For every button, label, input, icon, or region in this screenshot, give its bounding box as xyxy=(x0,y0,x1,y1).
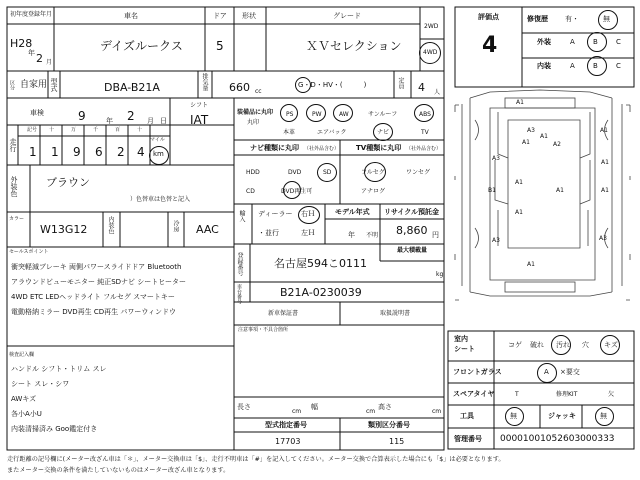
equipment-circle xyxy=(280,104,298,122)
inspector-note-item: 内装清掃済み Goo鑑定付き xyxy=(11,425,98,433)
damage-mark: A3 xyxy=(527,127,535,134)
color-note: ）色替車は色替と記入 xyxy=(130,196,191,203)
nav-item: HDD xyxy=(246,169,260,176)
selling-points-label: セールスポイント xyxy=(9,249,49,255)
width-cm: cm xyxy=(366,408,376,415)
height-label: 高さ xyxy=(378,403,392,411)
equipment-circle xyxy=(414,104,434,122)
digit-unit-label: 百 xyxy=(115,127,121,133)
dealer-label: ディーラー xyxy=(258,210,293,218)
width-label: 幅 xyxy=(311,403,318,411)
damage-mark: B1 xyxy=(488,187,496,194)
cooler-value: AAC xyxy=(196,223,219,236)
equipment-item: PW xyxy=(312,111,322,118)
capacity-value: 4 xyxy=(418,81,425,94)
tools-none: 無 xyxy=(510,412,517,420)
type-no-label: 型式指定番号 xyxy=(265,421,307,429)
tools-none-circle xyxy=(505,407,524,426)
damage-mark: A1 xyxy=(515,179,523,186)
height-cm: cm xyxy=(432,408,442,415)
tv-item: ワンセグ xyxy=(406,169,431,176)
mileage-digit: 6 xyxy=(95,145,103,159)
parallel-label: ・並行 xyxy=(258,229,279,237)
nav-sd-circle xyxy=(317,163,337,182)
tv-item: アナログ xyxy=(361,188,386,195)
equipment-circle xyxy=(373,123,393,141)
nav-sub: （社外品含む） xyxy=(304,146,340,152)
mile-label: マイル xyxy=(150,137,165,143)
seat-item: コゲ xyxy=(508,341,522,349)
seat-label: 室内 xyxy=(454,335,468,343)
damage-mark: A3 xyxy=(492,155,500,162)
equipment-title-end: 丸印 xyxy=(247,119,260,126)
footer-line-1: 走行距離の記号欄に(メーター改ざん車は「＊」、メーター交換車は「$」、走行不明車は「#」を記入してください。メーター交換で合算表示した場合にも「$」は必要となります。 xyxy=(7,456,505,463)
cc-value: 660 xyxy=(229,81,250,94)
tools-label: 工具 xyxy=(460,412,474,420)
damage-mark: A1 xyxy=(601,159,609,166)
equipment-item: エアバック xyxy=(317,129,347,136)
selling-point-item: 衝突軽減ブレーキ 両側パワースライドドア Bluetooth xyxy=(11,263,182,271)
new-warranty-label: 新車保証書 xyxy=(268,310,299,317)
inspector-note-item: シート スレ・シワ xyxy=(11,380,70,388)
chassis-value: B21A-0230039 xyxy=(280,286,362,299)
repair-has: 有・ xyxy=(565,15,579,23)
mileage-label: 走行 xyxy=(9,138,17,152)
windshield-x: ×要交 xyxy=(560,368,580,376)
equipment-item: TV xyxy=(421,129,429,136)
equipment-circle xyxy=(333,104,353,122)
equipment-item: ABS xyxy=(419,111,431,118)
length-cm: cm xyxy=(292,408,302,415)
door-label: ドア xyxy=(213,12,227,20)
mileage-digit: 4 xyxy=(137,145,145,159)
inspection-month-unit: 月 xyxy=(147,117,154,125)
tv-fullseg-circle xyxy=(364,162,386,182)
unknown-label: 不明 xyxy=(366,232,379,239)
equipment-item: PS xyxy=(286,111,294,118)
digit-unit-label: 記号 xyxy=(27,127,38,133)
cc-unit: cc xyxy=(255,88,262,95)
repair-none-circle xyxy=(598,10,618,30)
damage-mark: A1 xyxy=(601,187,609,194)
car-name-label: 車名 xyxy=(124,12,138,20)
grade-label: グレード xyxy=(333,12,361,20)
seat-label-2: シート xyxy=(454,345,475,353)
nav-item: DVD xyxy=(288,169,302,176)
reg-era: H28 xyxy=(10,37,33,50)
tv-item: フルセグ xyxy=(361,169,385,176)
recycle-label: リサイクル預託金 xyxy=(384,208,440,216)
score-label: 評価点 xyxy=(478,13,499,21)
max-load-label: 最大積載量 xyxy=(397,247,428,254)
damage-mark: A1 xyxy=(522,139,530,146)
grade-value: ＸＶセレクション xyxy=(306,39,402,53)
right-hand-circle xyxy=(298,206,320,224)
mileage-digit: 2 xyxy=(117,145,125,159)
nav-item: DVD再生可 xyxy=(281,188,313,195)
tv-sub: （社外品含む） xyxy=(406,146,442,152)
equipment-item: 本革 xyxy=(283,129,296,136)
type-no-value: 17703 xyxy=(275,437,301,446)
damage-mark: A1 xyxy=(556,187,564,194)
seat-item: 破れ xyxy=(530,341,544,349)
damage-mark: A3 xyxy=(599,235,607,242)
digit-unit-label: 十 xyxy=(49,127,55,133)
model-year-unit: 年 xyxy=(348,231,355,239)
mgmt-no-value: 00001001052603000333 xyxy=(500,434,615,444)
inspection-day-unit: 日 xyxy=(160,117,167,125)
windshield-label: フロントガラス xyxy=(453,368,502,376)
damage-mark: A1 xyxy=(600,127,608,134)
capacity-unit: 人 xyxy=(434,89,441,96)
exterior-color-value: ブラウン xyxy=(46,176,90,189)
inspection-year-unit: 年 xyxy=(106,117,113,125)
own-biz-label: 自家用 xyxy=(20,80,48,90)
ext-grade-b-circle xyxy=(587,32,607,52)
int-grade-a: A xyxy=(570,62,575,70)
left-hand-label: 左Ｈ xyxy=(301,229,315,237)
door-value: 5 xyxy=(216,39,224,53)
cooler-label: 冷房 xyxy=(172,220,179,232)
length-label: 長さ xyxy=(237,403,251,411)
fourwd-label: 4WD xyxy=(423,49,438,56)
class-no-label: 類別区分番号 xyxy=(368,421,410,429)
plate-value: 名古屋594こ0111 xyxy=(274,257,367,270)
displacement-label: 排気量 xyxy=(201,73,208,91)
int-grade-b: B xyxy=(593,62,598,70)
exterior-grade-label: 外装 xyxy=(537,38,551,46)
seat-item: 穴 xyxy=(582,341,589,349)
spare-item: 修理KIT xyxy=(556,391,578,398)
spare-item: T xyxy=(515,391,519,398)
nav-item: CD xyxy=(246,188,255,195)
damage-mark: A1 xyxy=(516,99,524,106)
ext-grade-a: A xyxy=(570,38,575,46)
seat-dirt-circle xyxy=(551,335,571,355)
digit-unit-label: 万 xyxy=(71,127,77,133)
nav-dvd-circle xyxy=(283,181,301,199)
mileage-digit: 1 xyxy=(29,145,37,159)
plate-kind-mark: 区分 xyxy=(9,80,15,90)
nav-item: SD xyxy=(323,169,332,176)
digit-unit-label: 千 xyxy=(93,127,99,133)
color-code-label: カラー xyxy=(9,216,25,222)
reg-month-unit: 月 xyxy=(46,59,53,66)
yen-label: 円 xyxy=(432,231,439,239)
equipment-item: AW xyxy=(339,111,349,118)
exterior-color-label: 外装色 xyxy=(10,176,18,197)
mileage-digit: 1 xyxy=(51,145,59,159)
import-label: 輸入 xyxy=(238,210,245,222)
fuel-options: G・D・HV・( ) xyxy=(298,81,367,89)
ext-grade-b: B xyxy=(593,38,598,46)
interior-label: 内装色 xyxy=(107,216,114,234)
damage-mark: A1 xyxy=(527,261,535,268)
equipment-title: 装備品に丸印 xyxy=(237,109,274,116)
shift-label: シフト xyxy=(190,102,209,109)
reg-year-unit: 年 xyxy=(28,49,35,57)
kg-label: kg xyxy=(436,271,444,278)
inspector-note-item: ハンドル シフト・トリム スレ xyxy=(11,365,107,373)
spare-item: 欠 xyxy=(608,391,615,398)
selling-point-item: 4WD ETC LEDヘッドライト フルセグ スマートキー xyxy=(11,293,175,301)
jack-none-circle xyxy=(595,407,614,426)
ext-grade-c: C xyxy=(616,38,621,46)
inspector-note-item: 各小A小U xyxy=(11,410,42,418)
seat-scratch-circle xyxy=(600,335,620,355)
damage-mark: A2 xyxy=(553,141,561,148)
recycle-value: 8,860 xyxy=(396,224,428,237)
nav-title: ナビ種類に丸印 xyxy=(250,144,299,152)
reg-month: 2 xyxy=(36,52,43,65)
inspection-month: 2 xyxy=(127,109,135,123)
jack-none: 無 xyxy=(600,412,607,420)
seat-item: 汚れ xyxy=(556,341,570,349)
windshield-a-circle xyxy=(537,363,557,383)
notes-title: 注意事項・不具合箇所 xyxy=(238,327,289,333)
km-circle xyxy=(149,146,169,165)
digit-unit-label: 十 xyxy=(137,127,143,133)
int-grade-c: C xyxy=(616,62,621,70)
damage-mark: A1 xyxy=(540,133,548,140)
repair-none: 無 xyxy=(603,15,610,23)
interior-grade-label: 内装 xyxy=(537,62,551,70)
car-diagram xyxy=(455,90,630,300)
inspection-label: 車検 xyxy=(30,109,44,117)
body-style-label: 形状 xyxy=(242,12,256,20)
manual-label: 取扱説明書 xyxy=(380,310,411,317)
km-label: km xyxy=(153,150,164,158)
chassis-label: 車台番号 xyxy=(236,284,242,304)
inspector-notes-label: 検査記入欄 xyxy=(9,352,35,358)
shift-value: IAT xyxy=(190,113,209,127)
capacity-label: 定員 xyxy=(397,77,404,89)
spare-tire-label: スペアタイヤ xyxy=(453,390,495,398)
damage-mark: A3 xyxy=(492,237,500,244)
first-reg-label: 初年度登録年月 xyxy=(10,11,53,18)
model-value: DBA-B21A xyxy=(104,81,160,94)
seat-item: キズ xyxy=(604,341,618,349)
equipment-item: サンルーフ xyxy=(368,111,398,118)
windshield-a: A xyxy=(544,368,549,376)
car-name-value: デイズルークス xyxy=(100,39,183,53)
plate-label: 登録番号 xyxy=(236,252,243,276)
fuel-g-circle xyxy=(295,77,311,93)
class-no-value: 115 xyxy=(389,437,405,446)
tv-title: TV種類に丸印 xyxy=(356,144,402,152)
mileage-digit: 9 xyxy=(73,145,81,159)
jack-label: ジャッキ xyxy=(548,412,576,420)
twowd-label: 2WD xyxy=(424,23,439,30)
footer-line-2: またメーター交換の条件を満たしていないものはメーター改ざん車となります。 xyxy=(7,467,230,474)
mgmt-no-label: 管理番号 xyxy=(454,435,482,443)
color-code-value: W13G12 xyxy=(40,223,88,236)
equipment-item: ナビ xyxy=(377,129,390,136)
score-value: 4 xyxy=(482,33,498,58)
equipment-circle xyxy=(306,104,326,122)
int-grade-b-circle xyxy=(587,56,607,76)
selling-point-item: アラウンドビューモニター 純正SDナビ シートヒーター xyxy=(11,278,187,286)
selling-point-item: 電動格納ミラー DVD再生 CD再生 パワーウィンドウ xyxy=(11,308,176,316)
model-year-label: モデル年式 xyxy=(335,208,370,216)
fourwd-circle xyxy=(419,42,441,64)
inspector-note-item: AWキズ xyxy=(11,395,37,403)
damage-mark: A1 xyxy=(515,209,523,216)
model-type-label: 型式 xyxy=(50,78,58,92)
right-hand-label: 右Ｈ xyxy=(301,210,315,218)
inspection-year: 9 xyxy=(78,109,86,123)
repair-label: 修復歴 xyxy=(527,15,548,23)
